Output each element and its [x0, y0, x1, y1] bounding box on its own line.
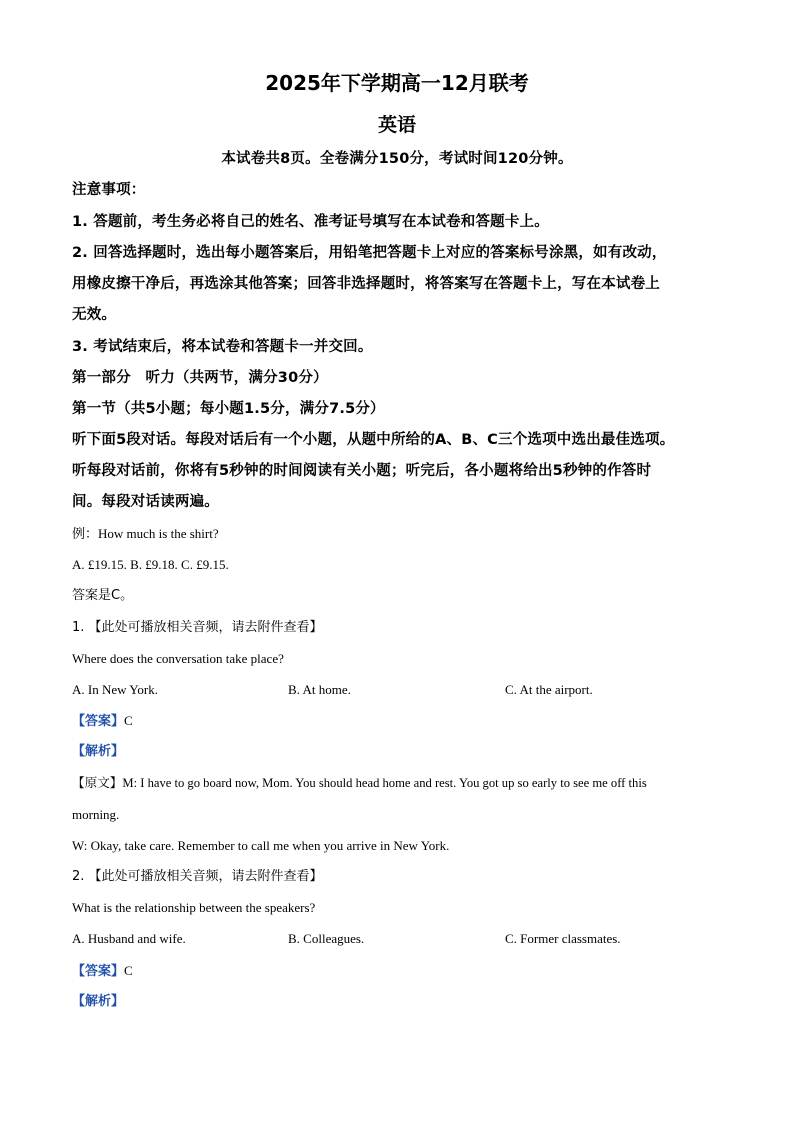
q2-answer	[72, 962, 133, 981]
note-item-1: 1. 答题前，考生务必将自己的姓名、准考证号填写在本试卷和答题卡上。	[72, 214, 549, 230]
q1-transcript-line-3: W: Okay, take care. Remember to call me when you arrive in New York.	[72, 838, 450, 853]
answer-value: C	[124, 963, 133, 978]
exam-info: 本试卷共8页。全卷满分150分，考试时间120分钟。	[221, 151, 573, 167]
example-options: A. £19.15. B. £9.18. C. £9.15.	[72, 557, 229, 572]
note-item-2-line-2: 用橡皮擦干净后，再选涂其他答案；回答非选择题时，将答案写在答题卡上，写在本试卷上	[72, 276, 660, 292]
q2-option-b: B. Colleagues.	[288, 931, 365, 946]
q1-audio-line: 1. 【此处可播放相关音频，请去附件查看】	[72, 620, 323, 635]
q1-option-b: B. At home.	[288, 682, 351, 697]
q2-audio-line: 2. 【此处可播放相关音频，请去附件查看】	[72, 869, 323, 884]
q1-answer	[72, 712, 133, 731]
q1-prompt: Where does the conversation take place?	[72, 651, 284, 666]
answer-label: 【答案】	[72, 964, 125, 979]
note-item-3: 3. 考试结束后，将本试卷和答题卡一并交回。	[72, 339, 373, 355]
notes-heading: 注意事项：	[72, 182, 146, 198]
q1-option-a: A. In New York.	[72, 682, 158, 697]
q1-option-c: C. At the airport.	[505, 682, 593, 697]
q1-transcript-line-1: 【原文】M: I have to go board now, Mom. You should head home and rest. You got up so early to see me off this	[72, 776, 647, 790]
example-answer: 答案是C。	[72, 588, 134, 603]
q2-option-a: A. Husband and wife.	[72, 931, 186, 946]
q2-analysis-label: 【解析】	[72, 994, 125, 1009]
exam-title: 2025年下学期高一12月联考	[265, 71, 529, 95]
q1-transcript-line-2: morning.	[72, 807, 120, 822]
example-question: 例：How much is the shirt?	[72, 526, 219, 541]
answer-label: 【答案】	[72, 714, 125, 729]
part1-heading: 第一部分 听力（共两节，满分30分）	[72, 370, 328, 386]
instruction-line-2: 听每段对话前，你将有5秒钟的时间阅读有关小题；听完后，各小题将给出5秒钟的作答时	[72, 463, 652, 479]
note-item-2-line-1: 2. 回答选择题时，选出每小题答案后，用铅笔把答题卡上对应的答案标号涂黑，如有改动，	[72, 245, 667, 261]
section1-heading: 第一节（共5小题；每小题1.5分，满分7.5分）	[72, 401, 385, 417]
q1-analysis-label: 【解析】	[72, 744, 125, 759]
instruction-line-3: 间。每段对话读两遍。	[72, 494, 219, 510]
answer-value: C	[124, 713, 133, 728]
subject-title: 英语	[377, 114, 416, 136]
note-item-2-line-3: 无效。	[72, 307, 117, 323]
q2-option-c: C. Former classmates.	[505, 931, 621, 946]
instruction-line-1: 听下面5段对话。每段对话后有一个小题，从题中所给的A、B、C三个选项中选出最佳选项。	[72, 432, 675, 448]
q2-prompt: What is the relationship between the speakers?	[72, 900, 316, 915]
